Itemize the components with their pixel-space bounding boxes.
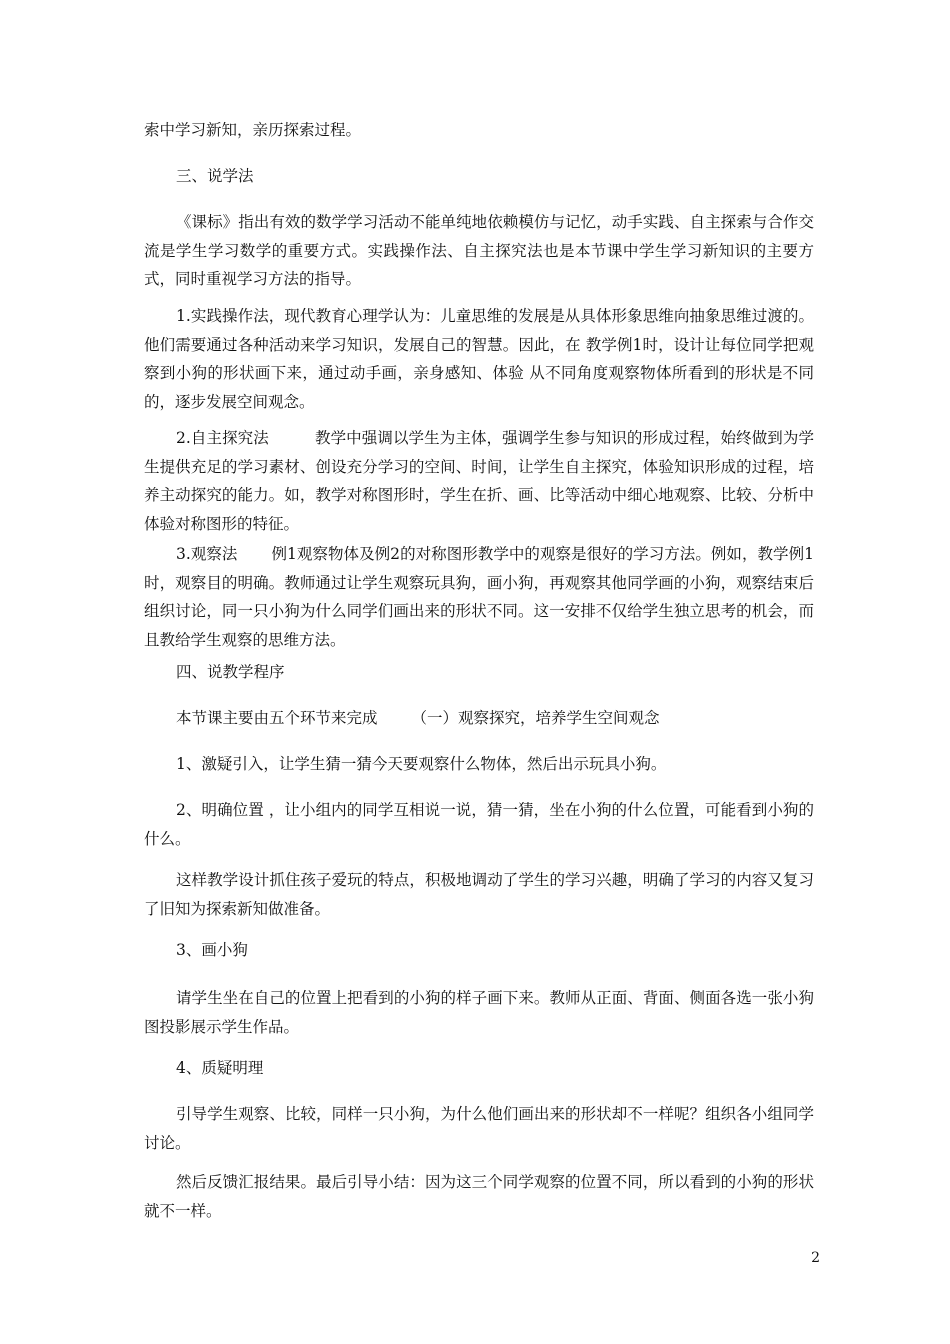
paragraph-step-1: 1、激疑引入，让学生猜一猜今天要观察什么物体，然后出示玩具小狗。 <box>176 755 667 773</box>
section-heading-study-methods: 三、说学法 <box>176 167 254 185</box>
paragraph-self-exploration-title: 2.自主探究法 <box>176 429 269 447</box>
paragraph-design-note: 这样教学设计抓住孩子爱玩的特点，积极地调动了学生的学习兴趣，明确了学习的内容又复习了旧知为探索新知做准备。 <box>144 871 814 918</box>
paragraph-observation-method <box>144 540 814 654</box>
section-heading-teaching-procedure: 四、说教学程序 <box>176 663 285 681</box>
paragraph-five-steps-first: （一）观察探究，培养学生空间观念 <box>411 709 660 727</box>
paragraph-five-steps <box>176 704 816 733</box>
heading-step-4: 4、质疑明理 <box>176 1059 264 1077</box>
paragraph-five-steps-intro: 本节课主要由五个环节来完成 <box>176 709 378 727</box>
page-number: 2 <box>811 1250 820 1266</box>
paragraph-continuation: 索中学习新知，亲历探索过程。 <box>144 121 362 139</box>
paragraph-step-2: 2、明确位置 ，让小组内的同学互相说一说，猜一猜，坐在小狗的什么位置，可能看到小狗的什么。 <box>144 801 814 848</box>
paragraph-step-3: 请学生坐在自己的位置上把看到的小狗的样子画下来。教师从正面、背面、侧面各选一张小狗图投影展示学生作品。 <box>144 989 814 1036</box>
paragraph-self-exploration <box>144 424 814 538</box>
paragraph-practice-method: 1.实践操作法，现代教育心理学认为：儿童思维的发展是从具体形象思维向抽象思维过渡的。他们需要通过各种活动来学习知识，发展自己的智慧。因此，在 教学例1时，设计让每位同学把观察到小狗的形状画下来，通过动手画，亲身感知、体验 从不同角度观察物体所看到的形状是不同的，逐步发展空间观念。 <box>144 307 814 411</box>
paragraph-summary: 然后反馈汇报结果。最后引导小结：因为这三个同学观察的位置不同，所以看到的小狗的形状就不一样。 <box>144 1173 814 1220</box>
heading-step-3: 3、画小狗 <box>176 941 248 959</box>
paragraph-curriculum-standard: 《课标》指出有效的数学学习活动不能单纯地依赖模仿与记忆，动手实践、自主探索与合作交流是学生学习数学的重要方式。实践操作法、自主探究法也是本节课中学生学习新知识的主要方式，同时重视学习方法的指导。 <box>144 213 814 288</box>
paragraph-observation-body: 例1观察物体及例2的对称图形教学中的观察是很好的学习方法。例如，教学例1时，观察目的明确。教师通过让学生观察玩具狗，画小狗，再观察其他同学画的小狗，观察结束后组织讨论，同一只小狗为什么同学们画出来的形状不同。这一安排不仅给学生独立思考的机会，而且教给学生观察的思维方法。 <box>144 545 814 649</box>
paragraph-self-exploration-body: 教学中强调以学生为主体，强调学生参与知识的形成过程，始终做到为学生提供充足的学习素材、创设充分学习的空间、时间，让学生自主探究，体验知识形成的过程，培养主动探究的能力。如，教学对称图形时，学生在折、画、比等活动中细心地观察、比较、分析中体验对称图形的特征。 <box>144 429 814 533</box>
paragraph-step-4: 引导学生观察、比较，同样一只小狗，为什么他们画出来的形状却不一样呢？组织各小组同学讨论。 <box>144 1105 814 1152</box>
paragraph-observation-title: 3.观察法 <box>176 545 238 563</box>
